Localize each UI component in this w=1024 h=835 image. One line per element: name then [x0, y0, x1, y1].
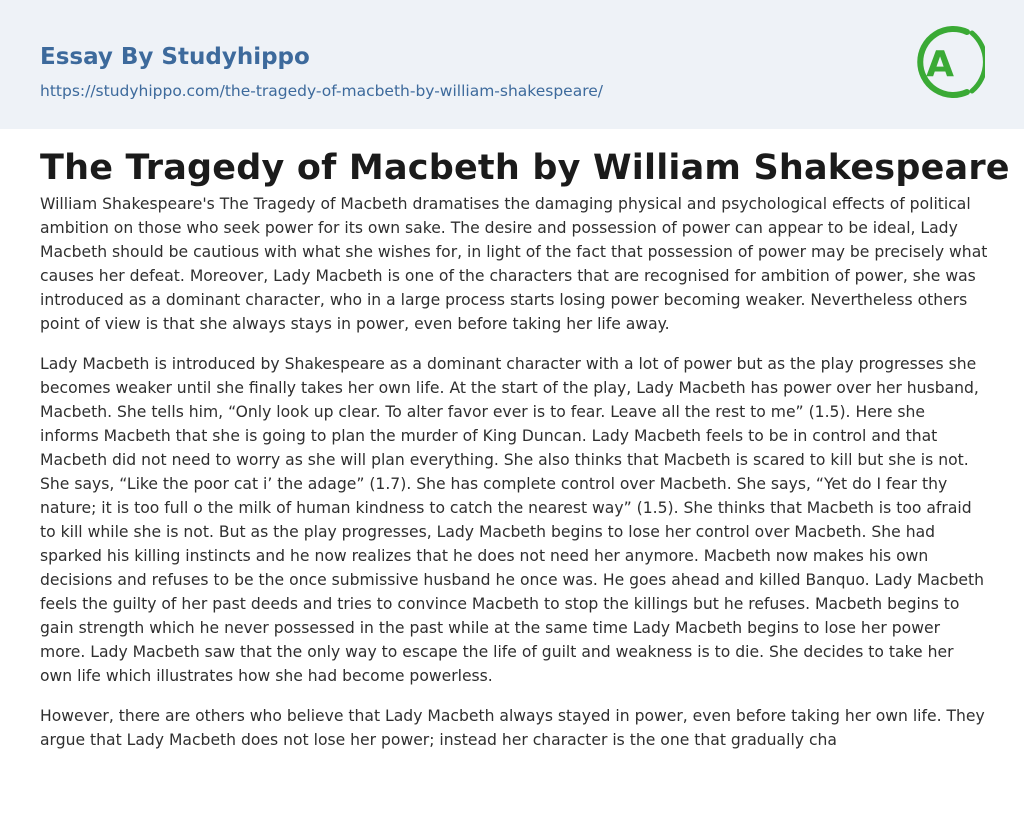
site-title: Essay By Studyhippo: [40, 44, 310, 70]
essay-paragraph: Lady Macbeth is introduced by Shakespeare as a dominant character with a lot of power but as the play progresses she becomes weaker until she finally takes her own life. At the start of the play, Lady Macbeth has power over her husband, Macbeth. She tells him, “Only look up clear. To alter favor ever is to fear. Leave all the rest to me” (1.5). Here she informs Macbeth that she is going to plan the murder of King Duncan. Lady Macbeth feels to be in control and that Macbeth did not need to worry as she will plan everything. She also thinks that Macbeth is scared to kill but she is not. She says, “Like the poor cat i’ the adage” (1.7). She has complete control over Macbeth. She says, “Yet do I fear thy nature; it is too full o the milk of human kindness to catch the nearest way” (1.5). She thinks that Macbeth is too afraid to kill while she is not. But as the play progresses, Lady Macbeth begins to lose her control over Macbeth. She had sparked his killing instincts and he now realizes that he does not need her anymore. Macbeth now makes his own decisions and refuses to be the once submissive husband he once was. He goes ahead and killed Banquo. Lady Macbeth feels the guilty of her past deeds and tries to convince Macbeth to stop the killings but he refuses. Macbeth begins to gain strength which he never possessed in the past while at the same time Lady Macbeth begins to lose her power more. Lady Macbeth saw that the only way to escape the life of guilt and weakness is to die. She decides to take her own life which illustrates how she had become powerless.: [40, 355, 984, 685]
essay-paragraph: William Shakespeare's The Tragedy of Macbeth dramatises the damaging physical and psychological effects of political ambition on those who seek power for its own sake. The desire and possession of power can appear to be ideal, Lady Macbeth should be cautious with what she wishes for, in light of the fact that possession of power may be precisely what causes her defeat. Moreover, Lady Macbeth is one of the characters that are recognised for ambition of power, she was introduced as a dominant character, who in a large process starts losing power becoming weaker. Nevertheless others point of view is that she always stays in power, even before taking her life away.: [40, 195, 988, 333]
site-header: [0, 0, 1024, 129]
logo-letter: A: [926, 44, 954, 85]
essay-url-link[interactable]: https://studyhippo.com/the-tragedy-of-macbeth-by-william-shakespeare/: [40, 82, 603, 100]
studyhippo-logo-icon[interactable]: [913, 20, 985, 104]
essay-title: The Tragedy of Macbeth by William Shakespeare: [40, 148, 1010, 188]
content-fade-overlay: [0, 770, 1024, 835]
essay-paragraph: However, there are others who believe that Lady Macbeth always stayed in power, even before taking her own life. They argue that Lady Macbeth does not lose her power; instead her character is the one that gradually cha: [40, 707, 985, 749]
essay-body: [40, 192, 988, 752]
essay-content: [0, 129, 1024, 752]
